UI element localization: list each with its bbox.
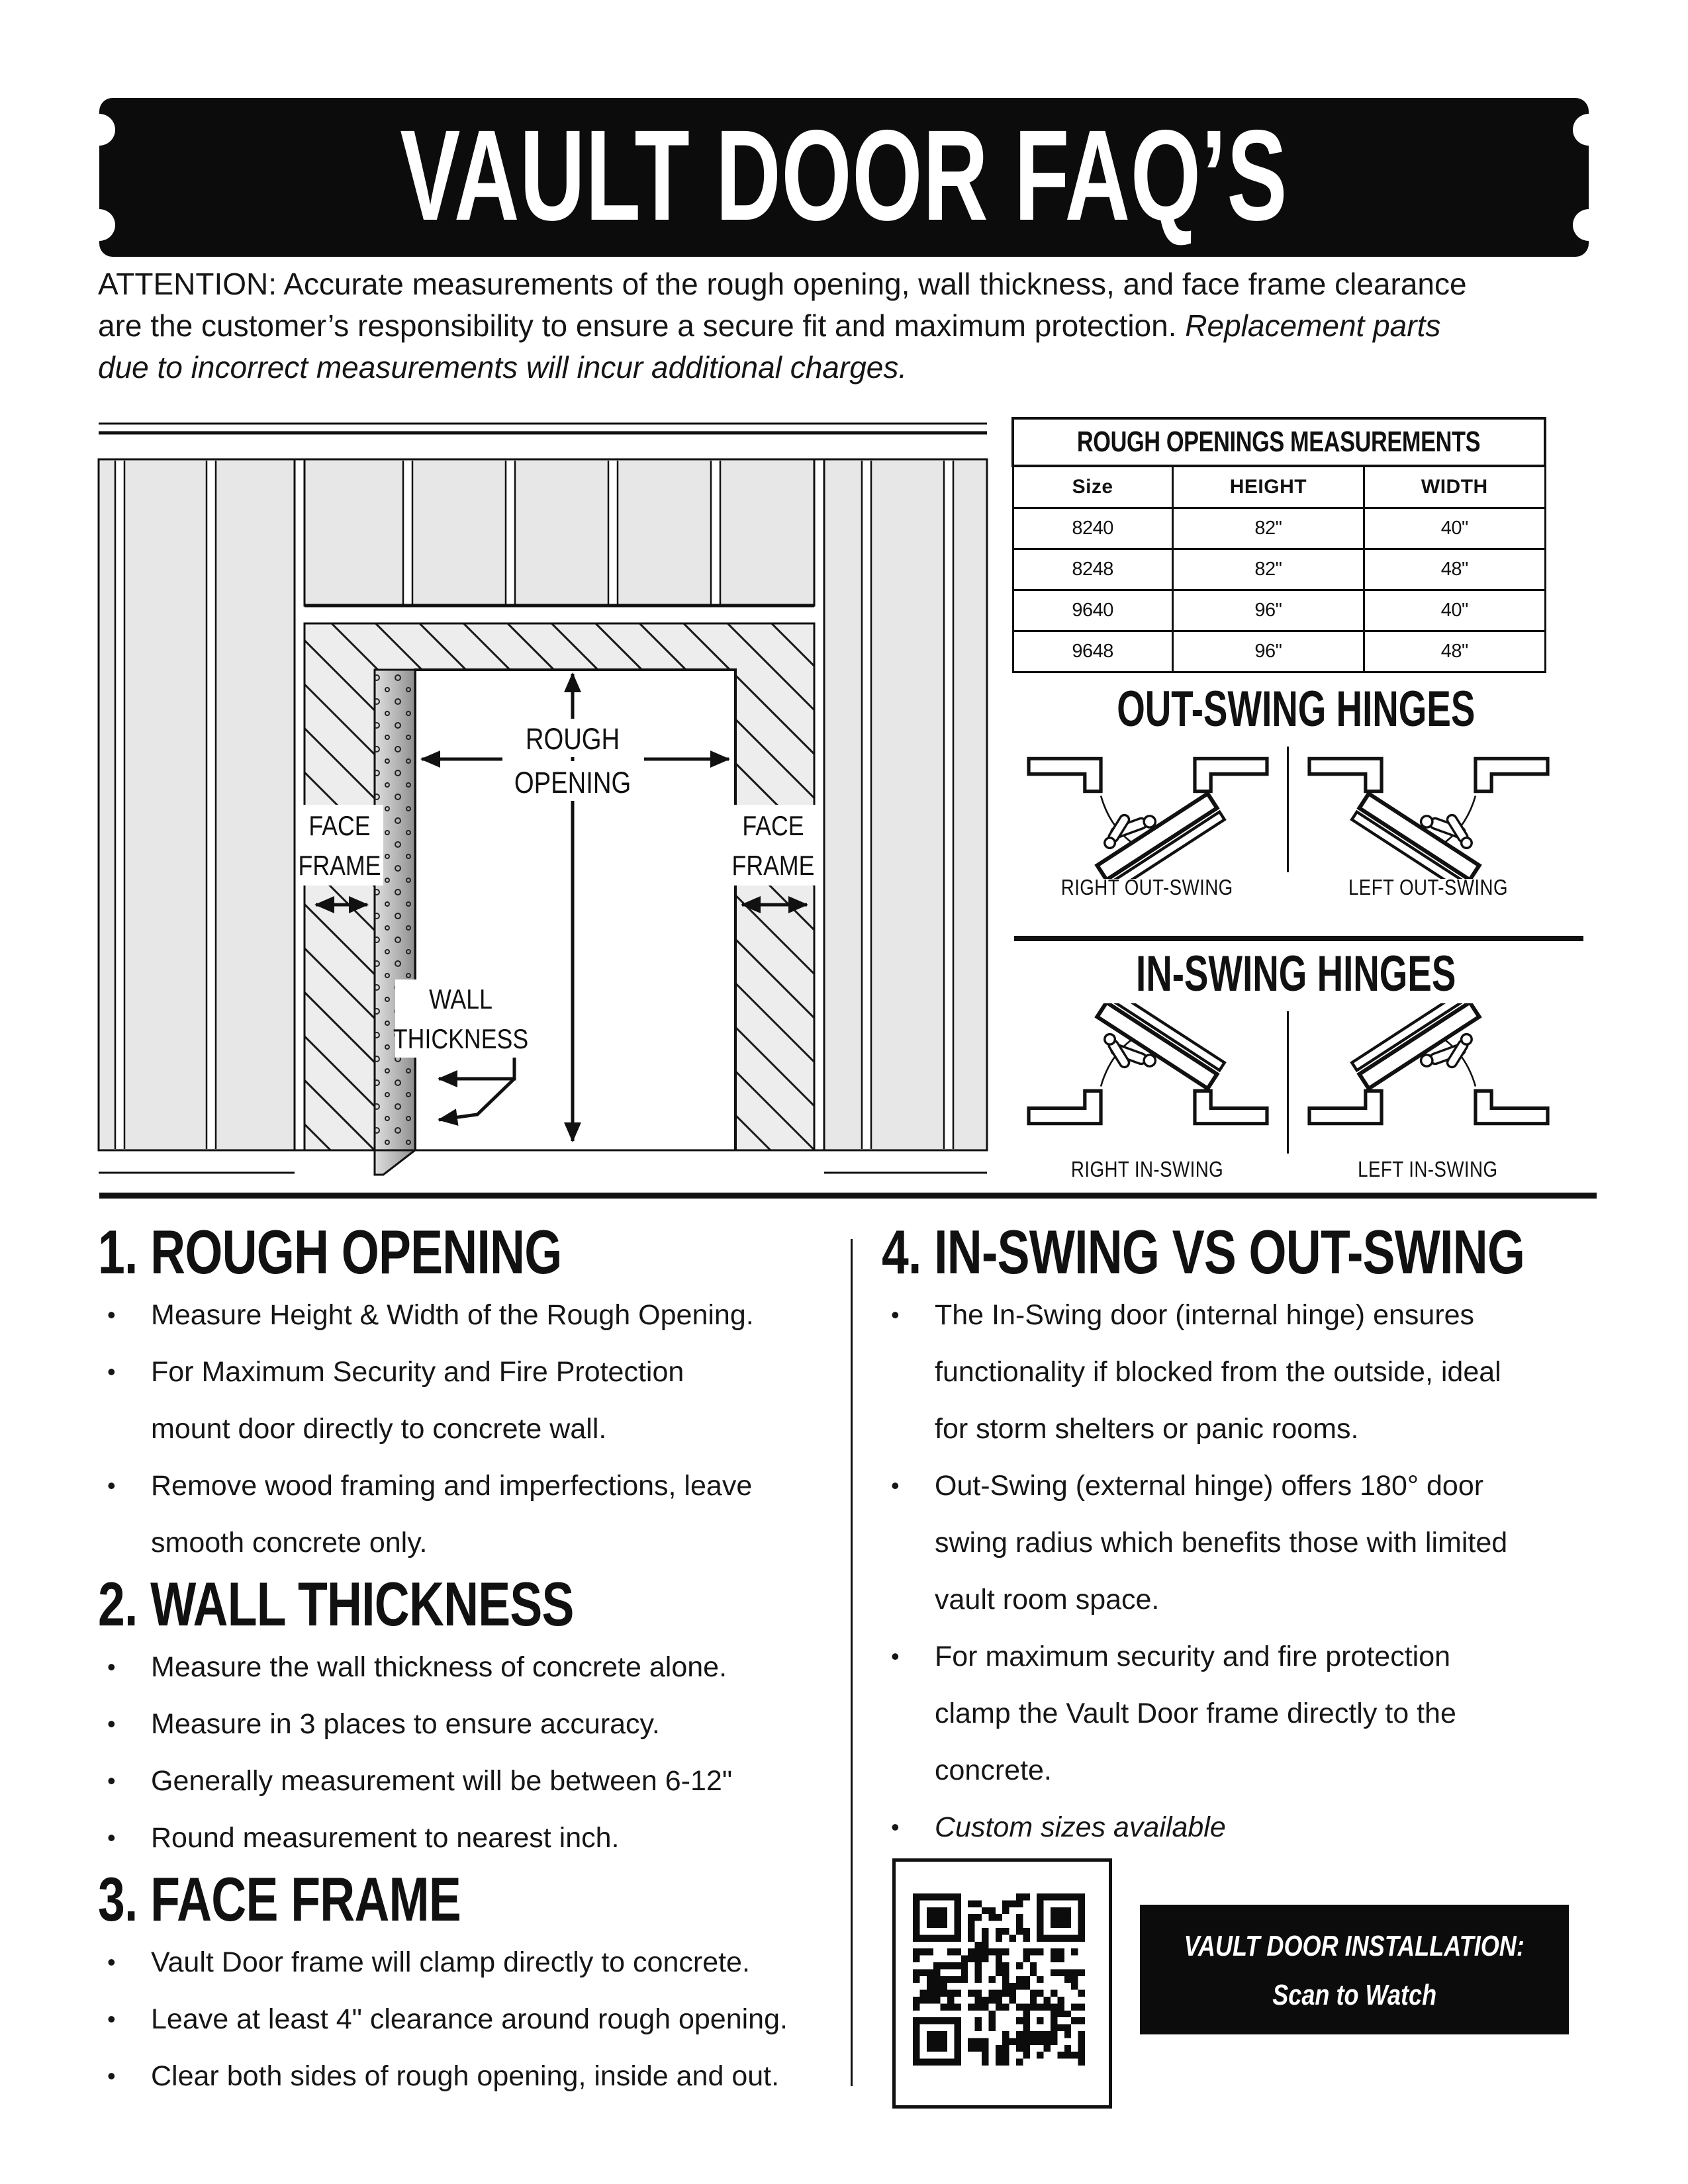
cta-line-2: Scan to Watch (1272, 1979, 1436, 2011)
table-cell: 40" (1364, 590, 1545, 631)
bullet-item: • Round measurement to nearest inch. (107, 1822, 620, 1854)
col-height: HEIGHT (1172, 466, 1364, 508)
bullet-item: • Generally measurement will be between 6-12" (107, 1765, 733, 1797)
table-cell: 48" (1364, 549, 1545, 590)
svg-text:OPENING: OPENING (514, 766, 632, 799)
stipple-strip (375, 670, 415, 1175)
cta-line-1: VAULT DOOR INSTALLATION: (1184, 1930, 1525, 1962)
bullet-item: • Measure the wall thickness of concrete alone. (107, 1651, 727, 1683)
attention-line: due to incorrect measurements will incur additional charges. (98, 350, 908, 385)
bullet-item: • The In-Swing door (internal hinge) ensures functionality if blocked from the outside, ideal for storm shelters or panic rooms. (891, 1299, 1501, 1445)
section-2-heading: 2. WALL THICKNESS (98, 1569, 574, 1639)
out-swing-title: OUT-SWING HINGES (1117, 681, 1476, 737)
floor-lines (99, 1150, 987, 1173)
bullet-item: • Leave at least 4" clearance around rough opening. (107, 2003, 788, 2035)
section-2-bullets (98, 1639, 820, 1866)
table-row (1013, 590, 1545, 631)
out-swing-separator (1287, 747, 1289, 872)
bullet-item: • Measure Height & Width of the Rough Opening. (107, 1299, 754, 1331)
install-video-cta (1140, 1905, 1569, 2034)
bullet-item: • Out-Swing (external hinge) offers 180° door swing radius which benefits those with limited vault room space. (891, 1470, 1508, 1615)
bullet-item: • Remove wood framing and imperfections, leave smooth concrete only. (107, 1470, 753, 1559)
table-header-row (1013, 466, 1545, 508)
measurements-table-body (1013, 508, 1545, 672)
svg-text:THICKNESS: THICKNESS (393, 1024, 529, 1055)
table-cell: 8248 (1013, 549, 1172, 590)
section-3-bullets (98, 1934, 820, 2105)
col-size: Size (1013, 466, 1172, 508)
top-plate (99, 424, 987, 459)
table-cell: 82" (1172, 508, 1364, 549)
column-divider (851, 1239, 853, 2086)
table-cell: 9640 (1013, 590, 1172, 631)
attention-line: ATTENTION: Accurate measurements of the rough opening, wall thickness, and face frame clearance (98, 267, 1467, 301)
page-title: VAULT DOOR FAQ’S (400, 103, 1288, 248)
attention-line: are the customer’s responsibility to ensure a secure fit and maximum protection. Replacement parts (98, 308, 1441, 343)
right-out-swing-diagram (1011, 739, 1284, 879)
left-column (98, 1219, 820, 2105)
bullet-item: • Vault Door frame will clamp directly to concrete. (107, 1946, 750, 1978)
in-swing-separator (1287, 1011, 1289, 1154)
measurements-table (1011, 417, 1546, 673)
col-width: WIDTH (1364, 466, 1545, 508)
hinge-section-divider (1014, 936, 1583, 941)
right-out-swing-caption: RIGHT OUT-SWING (1061, 875, 1233, 899)
header-line (305, 606, 814, 623)
section-4-heading: 4. IN-SWING VS OUT-SWING (882, 1217, 1525, 1287)
bullet-item: • For Maximum Security and Fire Protection mount door directly to concrete wall. (107, 1356, 684, 1445)
wall-thickness-leader (439, 1047, 514, 1120)
table-cell: 96" (1172, 590, 1364, 631)
rough-opening-label: ROUGH (525, 722, 620, 756)
left-in-swing-caption: LEFT IN-SWING (1358, 1157, 1498, 1181)
main-divider (99, 1193, 1597, 1199)
face-frame-label-right: FACE (742, 811, 804, 842)
table-cell: 40" (1364, 508, 1545, 549)
svg-text:FRAME: FRAME (731, 850, 815, 882)
qr-code (892, 1858, 1112, 2109)
right-column (882, 1219, 1630, 1856)
section-4-bullets (882, 1287, 1630, 1856)
svg-text:FRAME: FRAME (298, 850, 381, 882)
right-in-swing-diagram (1011, 1003, 1284, 1144)
face-frame-label-left: FACE (308, 811, 371, 842)
table-row (1013, 508, 1545, 549)
bullet-item: • Custom sizes available (891, 1811, 1226, 1843)
table-cell: 82" (1172, 549, 1364, 590)
section-1-heading: 1. ROUGH OPENING (98, 1217, 562, 1287)
in-swing-title: IN-SWING HINGES (1136, 946, 1456, 1002)
bullet-item: • For maximum security and fire protection clamp the Vault Door frame directly to the concrete. (891, 1641, 1456, 1786)
table-row (1013, 631, 1545, 672)
table-title: ROUGH OPENINGS MEASUREMENTS (1013, 418, 1545, 466)
table-cell: 9648 (1013, 631, 1172, 672)
bullet-item: • Clear both sides of rough opening, inside and out. (107, 2060, 780, 2092)
left-out-swing-caption: LEFT OUT-SWING (1348, 875, 1508, 899)
wall-studs (99, 459, 987, 1150)
table-cell: 48" (1364, 631, 1545, 672)
right-in-swing-caption: RIGHT IN-SWING (1070, 1157, 1224, 1181)
table-row (1013, 549, 1545, 590)
attention-note (98, 263, 1620, 388)
wall-thickness-label: WALL (429, 984, 492, 1015)
bullet-item: • Measure in 3 places to ensure accuracy. (107, 1708, 660, 1740)
section-3-heading: 3. FACE FRAME (98, 1864, 461, 1934)
left-in-swing-diagram (1292, 1003, 1565, 1144)
left-out-swing-diagram (1292, 739, 1565, 879)
section-1-bullets (98, 1287, 820, 1571)
table-cell: 8240 (1013, 508, 1172, 549)
rough-opening-diagram (96, 410, 990, 1185)
table-cell: 96" (1172, 631, 1364, 672)
